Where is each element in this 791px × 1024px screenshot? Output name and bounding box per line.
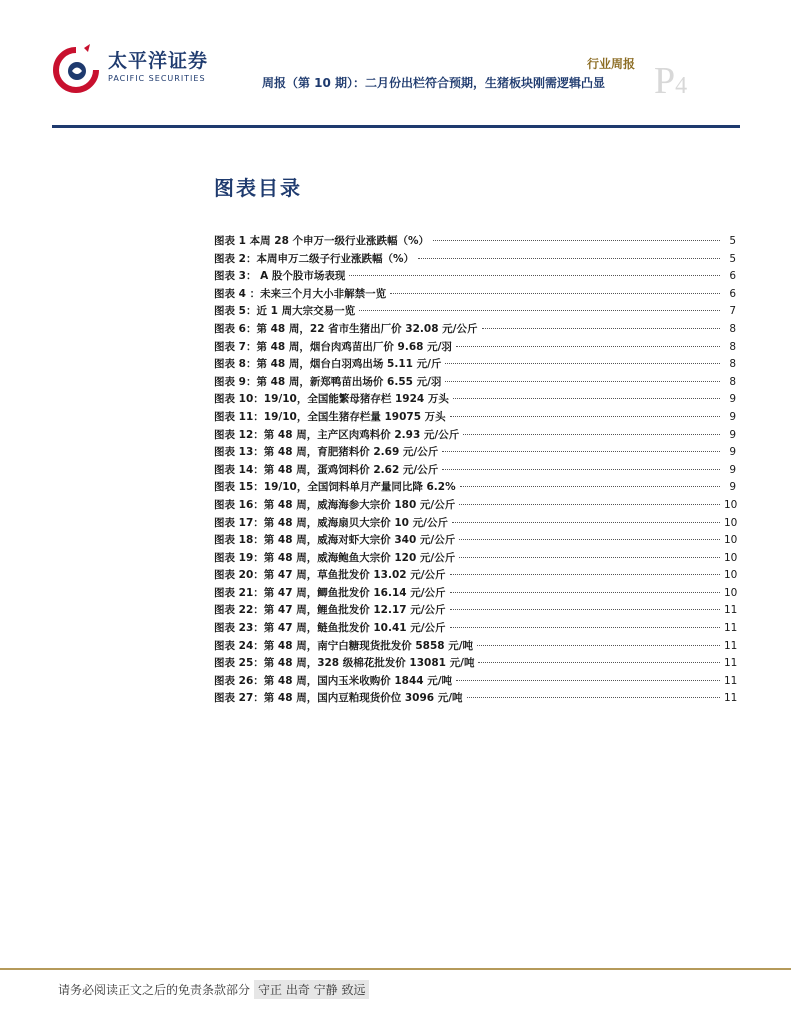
toc-entry[interactable] [214,286,736,304]
toc-leader-dots [460,486,720,487]
toc-entry-page: 10 [724,551,738,564]
toc-entry-page: 11 [724,674,738,687]
toc-leader-dots [482,328,720,329]
header-divider [52,125,740,128]
toc-entry-label: 图表 17：第 48 周，威海扇贝大宗价 10 元/公斤 [214,516,448,529]
logo-chinese-name: 太平洋证券 [108,50,209,72]
company-logo [50,42,220,94]
toc-leader-dots [445,381,720,382]
toc-leader-dots [442,469,720,470]
toc-entry-label: 图表 22：第 47 周，鲤鱼批发价 12.17 元/公斤 [214,604,446,617]
toc-entry-label: 图表 24：第 48 周，南宁白糖现货批发价 5858 元/吨 [214,639,474,652]
toc-entry-label: 图表 23：第 47 周，鲢鱼批发价 10.41 元/公斤 [214,622,446,635]
toc-entry-page: 11 [724,692,738,705]
toc-entry[interactable] [214,567,736,585]
toc-entry-page: 8 [729,375,736,388]
toc-entry-label: 图表 11：19/10，全国生猪存栏量 19075 万头 [214,410,446,423]
toc-entry-page: 6 [729,270,736,283]
toc-entry-label: 图表 21：第 47 周，鲫鱼批发价 16.14 元/公斤 [214,586,446,599]
toc-entry[interactable] [214,497,736,515]
toc-entry[interactable] [214,638,736,656]
toc-entry[interactable] [214,690,736,708]
toc-entry-page: 9 [729,463,736,476]
footer-divider [0,968,791,970]
toc-entry-page: 10 [724,569,738,582]
toc-entry-page: 5 [729,252,736,265]
toc-entry-label: 图表 19：第 48 周，威海鲍鱼大宗价 120 元/公斤 [214,551,456,564]
toc-leader-dots [459,504,720,505]
toc-entry[interactable] [214,673,736,691]
toc-entry[interactable] [214,268,736,286]
toc-entry[interactable] [214,233,736,251]
toc-leader-dots [433,240,720,241]
toc-entry[interactable] [214,550,736,568]
toc-entry-page: 10 [724,498,738,511]
pacific-securities-emblem-icon [50,42,102,94]
toc-leader-dots [450,574,720,575]
toc-entry[interactable] [214,515,736,533]
toc-entry[interactable] [214,374,736,392]
toc-entry-page: 8 [729,358,736,371]
toc-entry[interactable] [214,444,736,462]
toc-entry-label: 图表 4 ：未来三个月大小非解禁一览 [214,287,387,300]
toc-entry-label: 图表 20：第 47 周，草鱼批发价 13.02 元/公斤 [214,569,446,582]
toc-entry-label: 图表 6：第 48 周，22 省市生猪出厂价 32.08 元/公斤 [214,322,478,335]
toc-entry-page: 11 [724,657,738,670]
toc-leader-dots [456,680,720,681]
toc-leader-dots [445,363,720,364]
toc-leader-dots [459,557,720,558]
toc-entry-label: 图表 16：第 48 周，威海海参大宗价 180 元/公斤 [214,498,456,511]
toc-entry-page: 7 [729,305,736,318]
toc-entry-label: 图表 18：第 48 周，威海对虾大宗价 340 元/公斤 [214,534,456,547]
toc-leader-dots [453,398,720,399]
toc-entry-label: 图表 7：第 48 周，烟台肉鸡苗出厂价 9.68 元/羽 [214,340,452,353]
toc-leader-dots [456,346,720,347]
footer-motto: 守正 出奇 宁静 致远 [254,980,369,999]
toc-entry-page: 10 [724,586,738,599]
toc-entry-label: 图表 5：近 1 周大宗交易一览 [214,305,356,318]
toc-entry[interactable] [214,321,736,339]
page-letter: P [654,60,676,102]
toc-entry-label: 图表 10：19/10，全国能繁母猪存栏 1924 万头 [214,393,449,406]
toc-entry-label: 图表 27：第 48 周，国内豆粕现货价位 3096 元/吨 [214,692,463,705]
toc-entry[interactable] [214,251,736,269]
toc-entry-label: 图表 9：第 48 周，新郑鸭苗出场价 6.55 元/羽 [214,375,442,388]
toc-leader-dots [477,645,720,646]
toc-entry-page: 9 [729,481,736,494]
toc-entry[interactable] [214,655,736,673]
toc-leader-dots [463,434,720,435]
toc-heading: 图表目录 [214,176,302,200]
toc-entry-label: 图表 25：第 48 周，328 级棉花批发价 13081 元/吨 [214,657,475,670]
toc-entry[interactable] [214,620,736,638]
toc-entry-page: 8 [729,340,736,353]
toc-entry-page: 11 [724,604,738,617]
footer [58,980,369,999]
toc-entry-label: 图表 13：第 48 周，育肥猪料价 2.69 元/公斤 [214,446,439,459]
toc-entry[interactable] [214,462,736,480]
toc-entry[interactable] [214,356,736,374]
toc-leader-dots [442,451,720,452]
toc-leader-dots [459,539,720,540]
toc-entry[interactable] [214,479,736,497]
toc-entry-page: 8 [729,322,736,335]
toc-entry-label: 图表 2：本周申万二级子行业涨跌幅（%） [214,252,414,265]
report-type: 行业周报 [587,57,636,71]
toc-entry-label: 图表 3： A 股个股市场表现 [214,270,346,283]
toc-entry[interactable] [214,585,736,603]
toc-entry[interactable] [214,409,736,427]
toc-entry-label: 图表 12：第 48 周，主产区肉鸡料价 2.93 元/公斤 [214,428,460,441]
toc-entry[interactable] [214,427,736,445]
page-number-mark [654,62,687,100]
toc-entry-label: 图表 1 本周 28 个申万一级行业涨跌幅（%） [214,235,430,247]
toc-leader-dots [450,416,720,417]
toc-leader-dots [452,522,720,523]
toc-entry-page: 6 [729,287,736,300]
toc-leader-dots [390,293,720,294]
toc-entry-page: 9 [729,393,736,406]
toc-entry-label: 图表 26：第 48 周，国内玉米收购价 1844 元/吨 [214,674,453,687]
toc-entry-page: 9 [729,428,736,441]
toc-entry-page: 10 [724,516,738,529]
toc-leader-dots [349,275,720,276]
toc-entry-label: 图表 15：19/10，全国饲料单月产量同比降 6.2% [214,481,456,494]
toc-leader-dots [478,662,720,663]
page-number: 4 [675,73,688,99]
toc-entry[interactable] [214,303,736,321]
toc-leader-dots [418,258,720,259]
footer-disclaimer: 请务必阅读正文之后的免责条款部分 [58,983,251,997]
toc-entry[interactable] [214,602,736,620]
toc-entry-label: 图表 8：第 48 周，烟台白羽鸡出场 5.11 元/斤 [214,358,442,371]
toc-entry-page: 11 [724,639,738,652]
toc-entry[interactable] [214,339,736,357]
toc-entry-page: 9 [729,410,736,423]
toc-leader-dots [450,609,720,610]
toc-leader-dots [467,697,720,698]
toc-entry[interactable] [214,391,736,409]
toc-leader-dots [359,310,720,311]
toc-entry-page: 11 [724,622,738,635]
toc-entry[interactable] [214,532,736,550]
toc-entry-page: 9 [729,446,736,459]
toc-entry-page: 10 [724,534,738,547]
toc-leader-dots [450,592,720,593]
logo-english-name: PACIFIC SECURITIES [108,74,206,83]
toc-entry-page: 5 [729,235,736,247]
toc-entry-label: 图表 14：第 48 周，蛋鸡饲料价 2.62 元/公斤 [214,463,439,476]
toc-leader-dots [450,627,720,628]
toc-list [214,233,736,708]
report-title: 周报（第 10 期）：二月份出栏符合预期，生猪板块刚需逻辑凸显 [262,76,606,90]
